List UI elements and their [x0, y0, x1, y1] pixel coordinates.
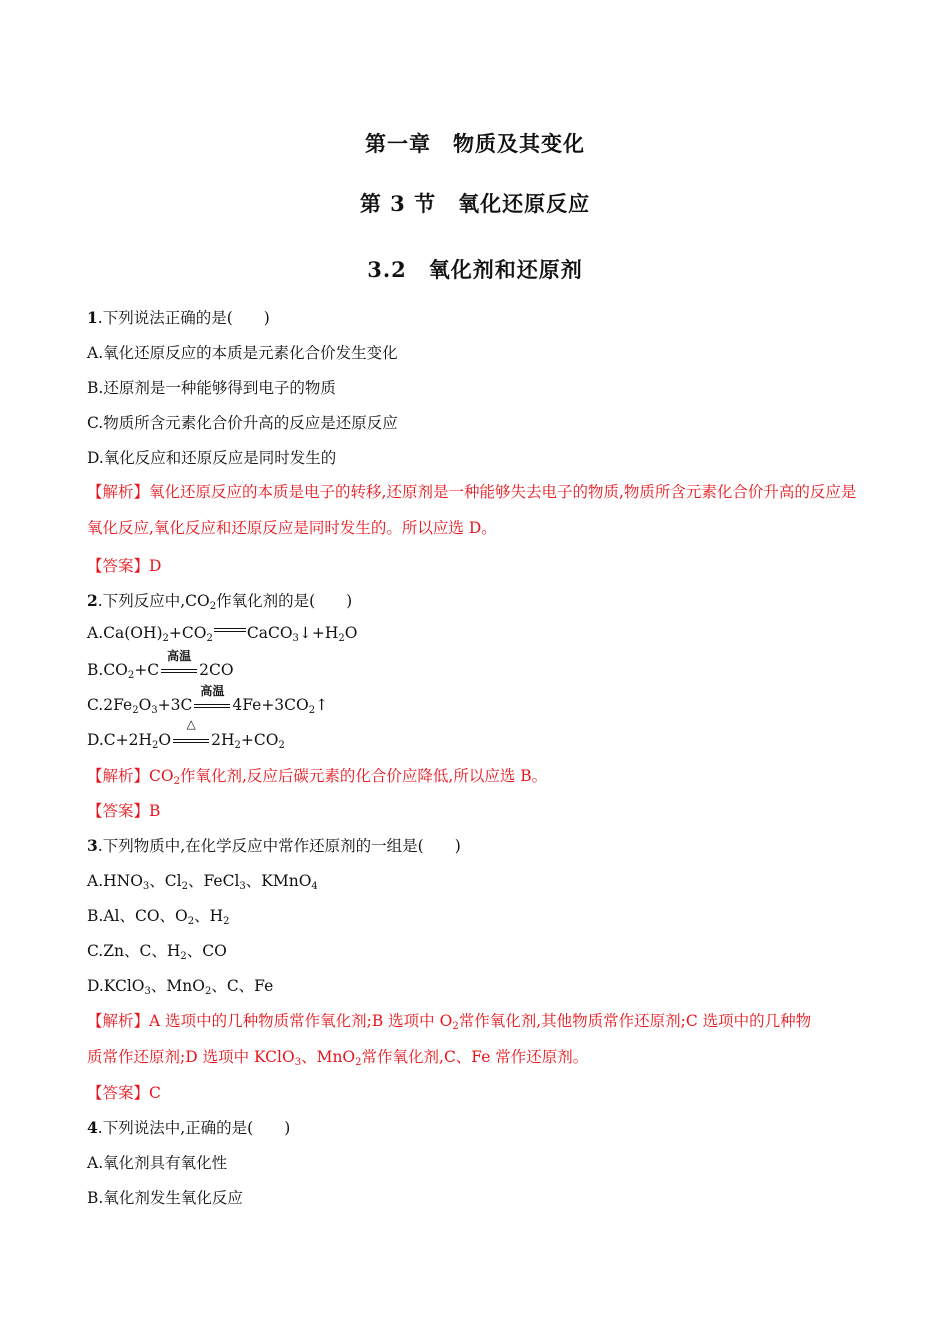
question-2-option-b: $B.CO_2+C$ 高温 2CO	[87, 649, 234, 681]
reaction-condition	[171, 717, 211, 747]
heat-triangle-icon: △	[186, 717, 196, 731]
subsection-title: 3.2 氧化剂和还原剂	[367, 257, 583, 282]
question-2-stem: 2.下列反应中$,CO_2$作氧化剂的是( )	[87, 591, 353, 612]
question-3-option-c: C.Zn、C、$H_2$、CO	[87, 942, 227, 962]
question-1-option-d: D.氧化反应和还原反应是同时发生的	[87, 449, 337, 467]
question-2-option-c: $C.2Fe_2O_3+3C$ 高温 $4Fe+3CO_2↑$	[87, 684, 329, 716]
question-1-option-c: C.物质所含元素化合价升高的反应是还原反应	[87, 414, 398, 432]
question-1-stem: 1.下列说法正确的是( )	[87, 308, 270, 327]
question-2-analysis: 【解析】$CO_2$作氧化剂,反应后碳元素的化合价应降低,所以应选 B。	[87, 767, 548, 787]
equals-sign-icon	[213, 626, 247, 636]
chapter-title: 第一章 物质及其变化	[365, 131, 585, 156]
question-1-option-b: B.还原剂是一种能够得到电子的物质	[87, 379, 336, 397]
question-2-option-d: $D.C+2H_2O$ △ $2H_2+CO_2$	[87, 717, 285, 751]
question-3-option-d: D.KClO$_3$、MnO$_2$、C、Fe	[87, 977, 274, 997]
question-1-analysis: 【解析】氧化还原反应的本质是电子的转移,还原剂是一种能够失去电子的物质,物质所含元素化合价升高的反应是氧化反应,氧化反应和还原反应是同时发生的。所以应选 D。	[87, 483, 857, 537]
question-3-analysis-line-2: 质常作还原剂;D 选项中 KClO$_3$、MnO$_2$常作氧化剂,C、Fe 常作还原剂。	[87, 1048, 589, 1068]
question-2-answer: 【答案】B	[87, 802, 161, 820]
question-3-option-a: $A.HNO_3$、$Cl_2$、FeCl$_3$、KMnO$_4$	[87, 872, 318, 892]
question-1-answer: 【答案】D	[87, 557, 162, 575]
section-title: 第 3 节 氧化还原反应	[359, 191, 591, 216]
question-4-option-b: B.氧化剂发生氧化反应	[87, 1189, 243, 1207]
question-3-stem: 3.下列物质中,在化学反应中常作还原剂的一组是( )	[87, 836, 461, 855]
question-4-stem: 4.下列说法中,正确的是( )	[87, 1118, 291, 1137]
question-3-answer: 【答案】C	[87, 1084, 161, 1102]
question-3-analysis-line-1: 【解析】A 选项中的几种物质常作氧化剂;B 选项中 $O_2$常作氧化剂,其他物质常作还原剂;C 选项中的几种物	[87, 1012, 812, 1032]
reaction-condition: 高温	[192, 694, 232, 712]
question-1-option-a: A.氧化还原反应的本质是元素化合价发生变化	[87, 344, 398, 362]
reaction-condition: 高温	[159, 659, 199, 677]
question-2-option-a: $A.Ca(OH)_2+CO_2$ $CaCO_3↓+H_2O$	[87, 624, 358, 644]
question-3-option-b: B.Al、CO、$O_2$、$H_2$	[87, 907, 230, 927]
question-4-option-a: A.氧化剂具有氧化性	[87, 1154, 228, 1172]
